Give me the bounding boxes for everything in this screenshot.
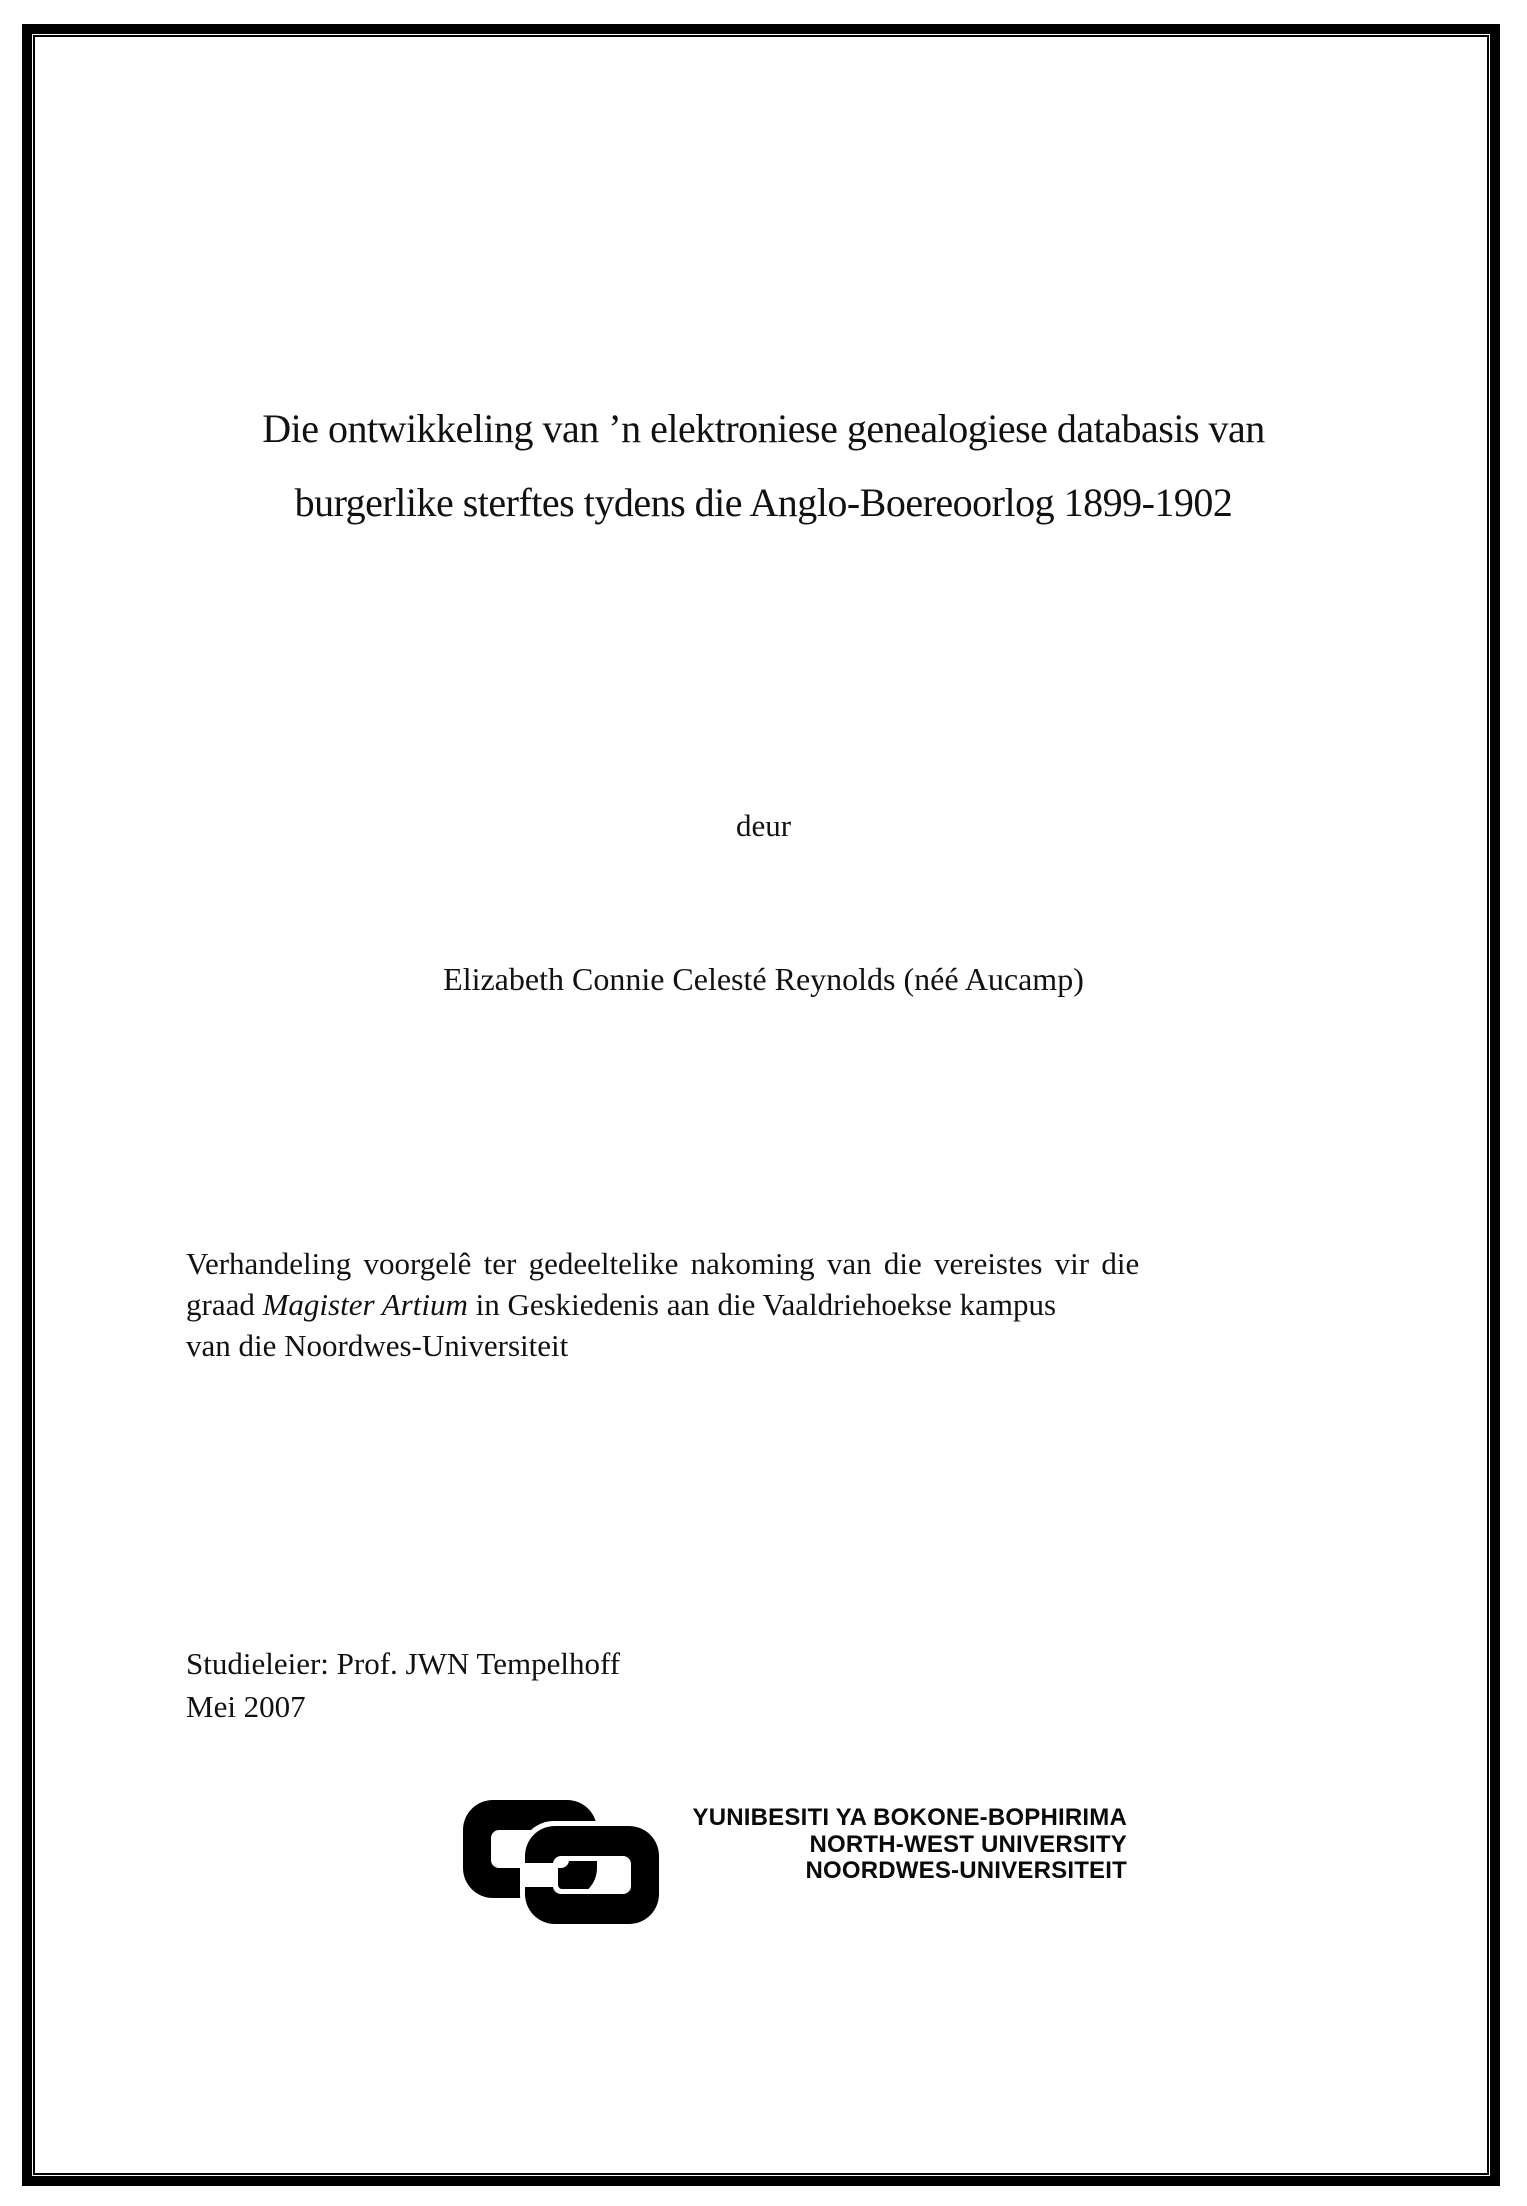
byline-label: deur (735, 808, 792, 843)
wordmark-english: NORTH-WEST UNIVERSITY (809, 1830, 1127, 1858)
thesis-statement (186, 1243, 1401, 1366)
statement-line2-post: in Geskiedenis aan die Vaaldriehoekse kampus (467, 1287, 1057, 1322)
date-line: Mei 2007 (186, 1689, 306, 1724)
author-name: Elizabeth Connie Celesté Reynolds (néé Aucamp) (443, 961, 1084, 997)
university-logo-mark-icon (463, 1800, 659, 1924)
university-logo (463, 1800, 1127, 1924)
thesis-title-line1: Die ontwikkeling van ’n elektroniese genealogiese databasis van (262, 406, 1265, 451)
thesis-title (0, 392, 1527, 540)
wordmark-afrikaans: NOORDWES-UNIVERSITEIT (805, 1857, 1127, 1884)
statement-degree-italic: Magister Artium (262, 1287, 468, 1322)
wordmark-setswana: YUNIBESITI YA BOKONE-BOPHIRIMA (692, 1804, 1127, 1831)
statement-line2-pre: graad (186, 1287, 263, 1322)
supervisor-block (186, 1642, 1086, 1728)
statement-line3: van die Noordwes-Universiteit (186, 1328, 569, 1363)
supervisor-line: Studieleier: Prof. JWN Tempelhoff (186, 1646, 621, 1681)
statement-line1: Verhandeling voorgelê ter gedeeltelike nakoming van die vereistes vir die (186, 1246, 1140, 1281)
university-wordmark (669, 1805, 1127, 1885)
thesis-title-line2: burgerlike sterftes tydens die Anglo-Boereoorlog 1899-1902 (294, 480, 1233, 525)
